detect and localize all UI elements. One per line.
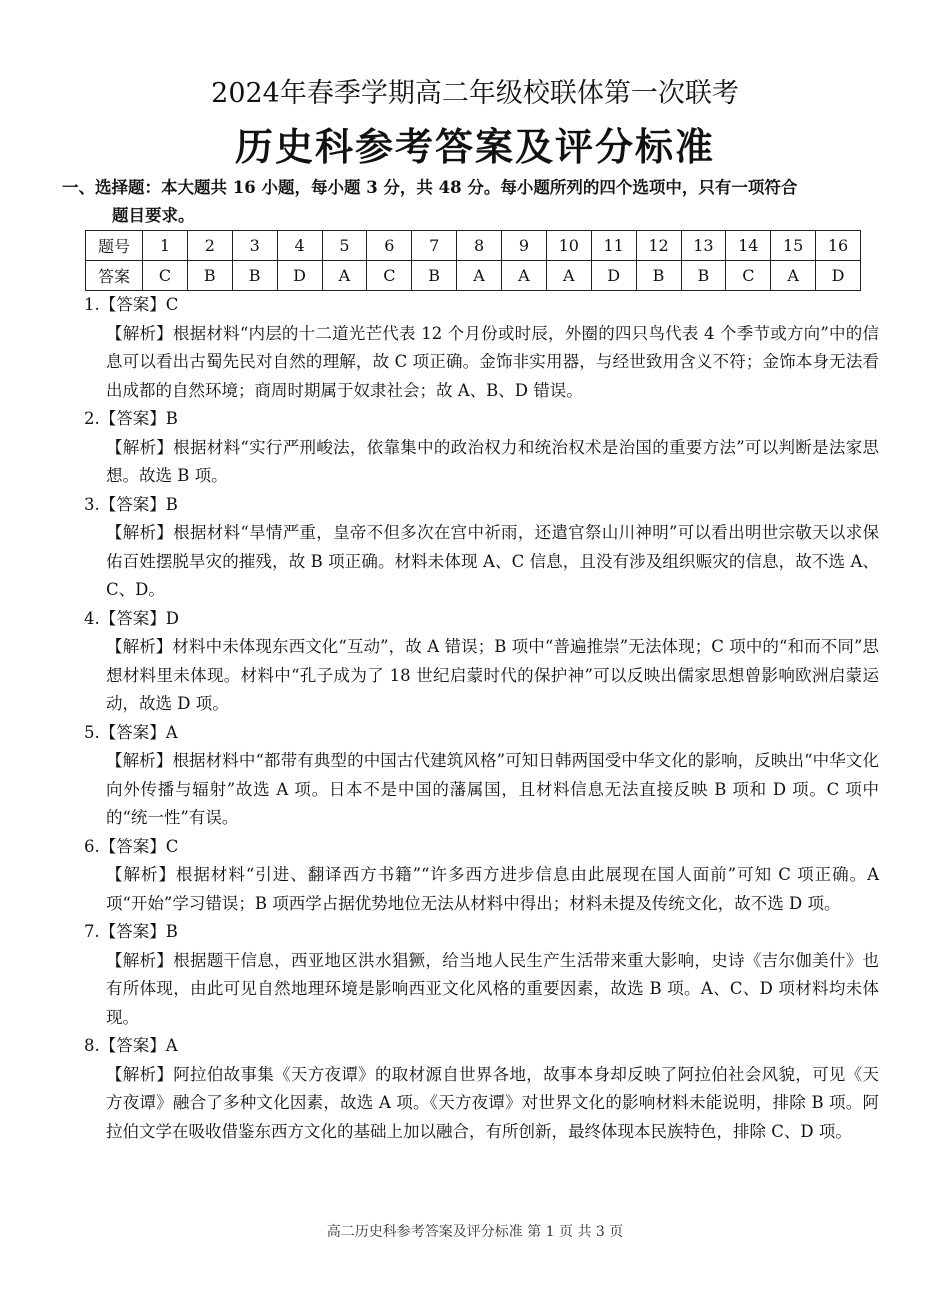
table-cell: 15 xyxy=(771,231,816,261)
question-number: 7. xyxy=(84,922,100,941)
table-cell: 4 xyxy=(277,231,322,261)
explanation-text: 【解析】根据材料“旱情严重，皇帝不但多次在宫中祈雨，还遣官祭山川神明”可以看出明世宗敬天以求保佑百姓摆脱旱灾的摧残，故 B 项正确。材料未体现 A、C 信息，且没有涉及组织赈灾的信息，故不选 A、C、D。 xyxy=(106,523,879,599)
table-cell: 8 xyxy=(457,231,502,261)
table-cell: A xyxy=(457,261,502,291)
table-cell: 9 xyxy=(502,231,547,261)
question-list xyxy=(84,291,879,1146)
table-cell: 1 xyxy=(143,231,188,261)
question-number: 1. xyxy=(84,295,100,314)
answer-text: 【答案】A xyxy=(99,722,178,742)
section-heading xyxy=(62,174,882,230)
table-cell: B xyxy=(232,261,277,291)
table-cell: 14 xyxy=(726,231,771,261)
table-cell: D xyxy=(816,261,861,291)
table-cell: 13 xyxy=(681,231,726,261)
answer-text: 【答案】A xyxy=(99,1036,178,1055)
answer-line xyxy=(84,605,879,634)
table-cell: 5 xyxy=(322,231,367,261)
row-label-number: 题号 xyxy=(86,231,143,261)
question-number-row xyxy=(86,231,861,261)
table-cell: A xyxy=(771,261,816,291)
answer-text: 【答案】C xyxy=(99,295,179,314)
table-cell: B xyxy=(412,261,457,291)
answer-key-table xyxy=(85,230,861,291)
explanation-text: 【解析】根据材料中“都带有典型的中国古代建筑风格”可知日韩两国受中华文化的影响，反映出“中华文化向外传播与辐射”故选 A 项。日本不是中国的藩属国，且材料信息无法直接反映 B 项和 D 项。C 项中的“统一性”有误。 xyxy=(106,751,879,827)
table-cell: A xyxy=(502,261,547,291)
question-number: 3. xyxy=(84,494,100,514)
answer-line xyxy=(84,405,879,434)
explanation-text: 【解析】根据材料“实行严刑峻法，依靠集中的政治权力和统治权术是治国的重要方法”可以判断是法家思想。故选 B 项。 xyxy=(106,437,879,485)
question-number: 4. xyxy=(84,608,100,628)
answer-text: 【答案】B xyxy=(99,922,178,941)
question-number: 6. xyxy=(84,836,100,856)
table-cell: A xyxy=(546,261,591,291)
table-cell: C xyxy=(143,261,188,291)
question-item xyxy=(84,719,879,833)
question-number: 8. xyxy=(84,1036,100,1055)
table-cell: D xyxy=(277,261,322,291)
row-label-answer: 答案 xyxy=(86,261,143,291)
explanation-text: 【解析】材料中未体现东西文化“互动”，故 A 错误；B 项中“普遍推崇”无法体现；C 项中的“和而不同”思想材料里未体现。材料中“孔子成为了 18 世纪启蒙时代的保护神”可以反映出儒家思想曾影响欧洲启蒙运动，故选 D 项。 xyxy=(106,637,879,713)
document-title: 历史科参考答案及评分标准 xyxy=(234,124,715,169)
table-cell: 10 xyxy=(546,231,591,261)
table-cell: D xyxy=(591,261,636,291)
table-cell: C xyxy=(726,261,771,291)
table-cell: 11 xyxy=(591,231,636,261)
table-cell: B xyxy=(187,261,232,291)
table-cell: B xyxy=(636,261,681,291)
answer-line xyxy=(84,291,879,320)
table-cell: 3 xyxy=(232,231,277,261)
table-cell: B xyxy=(681,261,726,291)
table-cell: 6 xyxy=(367,231,412,261)
explanation-text: 【解析】根据材料“引进、翻译西方书籍”“许多西方进步信息由此展现在国人面前”可知 C 项正确。A 项“开始”学习错误；B 项西学占据优势地位无法从材料中得出；材料未提及传统文化，故不选 D 项。 xyxy=(106,865,879,913)
question-item xyxy=(84,491,879,605)
explanation-text: 【解析】根据材料“内层的十二道光芒代表 12 个月份或时辰，外圈的四只鸟代表 4 个季节或方向”中的信息可以看出古蜀先民对自然的理解，故 C 项正确。金饰非实用器，与经世致用含义不符；金饰本身无法看出成都的自然环境；商周时期属于奴隶社会；故 A、B、D 错误。 xyxy=(106,323,879,400)
section-heading-continuation: 题目要求。 xyxy=(112,206,195,225)
answer-row xyxy=(86,261,861,291)
exam-title: 2024年春季学期高二年级校联体第一次联考 xyxy=(211,78,739,109)
answer-line xyxy=(84,491,879,520)
question-item xyxy=(84,1032,879,1146)
answer-line xyxy=(84,918,879,947)
answer-text: 【答案】B xyxy=(99,409,178,428)
table-cell: 16 xyxy=(816,231,861,261)
table-cell: 12 xyxy=(636,231,681,261)
answer-text: 【答案】D xyxy=(99,608,179,628)
table-cell: 7 xyxy=(412,231,457,261)
question-item xyxy=(84,405,879,491)
answer-line xyxy=(84,719,879,748)
table-cell: C xyxy=(367,261,412,291)
explanation-text: 【解析】阿拉伯故事集《天方夜谭》的取材源自世界各地，故事本身却反映了阿拉伯社会风貌，可见《天方夜谭》融合了多种文化因素，故选 A 项。《天方夜谭》对世界文化的影响材料未能说明，排除 B 项。阿拉伯文学在吸收借鉴东西方文化的基础上加以融合，有所创新，最终体现本民族特色，排除 C、D 项。 xyxy=(106,1064,879,1141)
page-footer: 高二历史科参考答案及评分标准 第 1 页 共 3 页 xyxy=(326,1224,624,1240)
answer-line xyxy=(84,1032,879,1061)
table-cell: 2 xyxy=(187,231,232,261)
question-item xyxy=(84,833,879,919)
question-item xyxy=(84,291,879,405)
question-number: 2. xyxy=(84,409,100,428)
question-item xyxy=(84,605,879,719)
answer-text: 【答案】B xyxy=(99,494,178,514)
table-cell: A xyxy=(322,261,367,291)
question-number: 5. xyxy=(84,722,100,742)
section-heading-line: 一、选择题：本大题共 16 小题，每小题 3 分，共 48 分。每小题所列的四个选项中，只有一项符合 xyxy=(62,178,798,197)
answer-text: 【答案】C xyxy=(99,836,179,856)
question-item xyxy=(84,918,879,1032)
answer-line xyxy=(84,833,879,862)
explanation-text: 【解析】根据题干信息，西亚地区洪水猖獗，给当地人民生产生活带来重大影响，史诗《吉尔伽美什》也有所体现，由此可见自然地理环境是影响西亚文化风格的重要因素，故选 B 项。A、C、D 项材料均未体现。 xyxy=(106,950,879,1027)
